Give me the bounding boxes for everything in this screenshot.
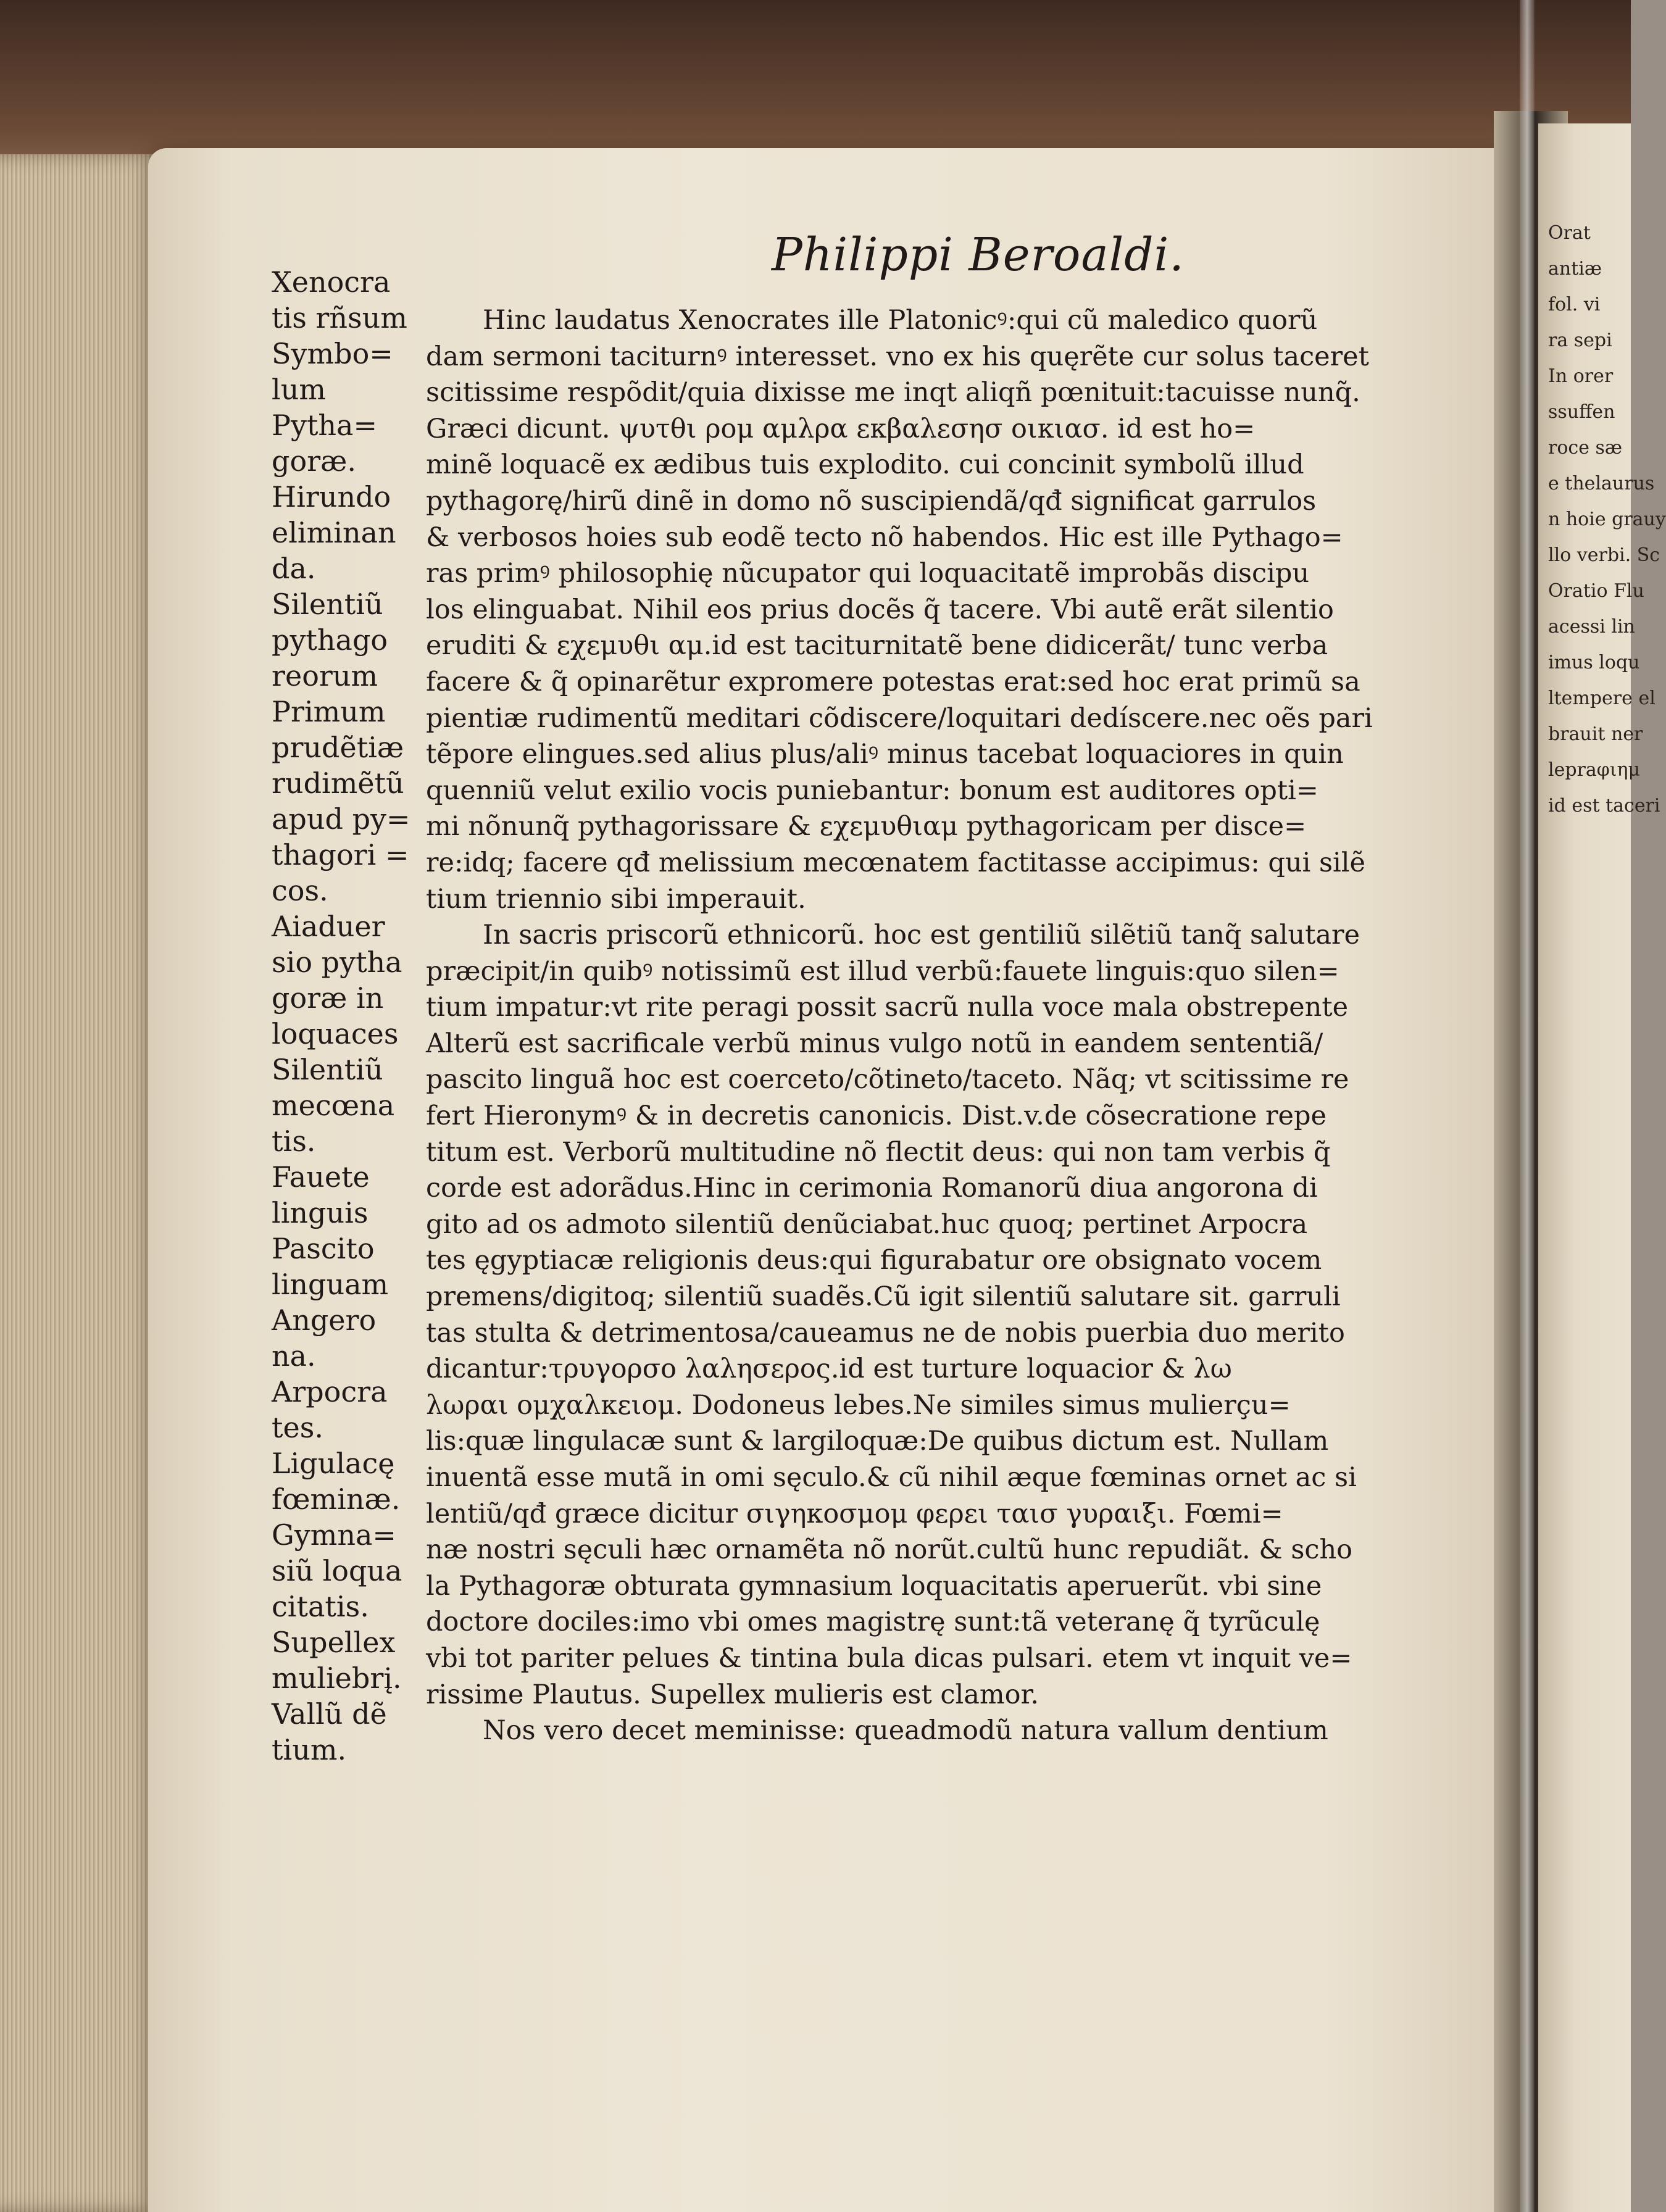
margin-note: Silentiũ [272, 1053, 383, 1086]
right-page-fragment: imus loqu [1548, 652, 1640, 673]
margin-note: Pascito [272, 1232, 375, 1265]
margin-note: da. [272, 552, 316, 585]
text-line: Alterũ est sacrificale verbũ minus vulgo notũ in eandem sententiã/ [426, 1028, 1323, 1059]
right-page-fragment: acessi lin [1548, 616, 1635, 638]
margin-note: linguam [272, 1268, 389, 1301]
text-line: dam sermoni taciturnꝰ interesset. vno ex his quęrẽte cur solus taceret [426, 341, 1369, 372]
margin-note: pythago [272, 623, 388, 657]
margin-note: thagori = [272, 838, 409, 871]
text-line: minẽ loquacẽ ex ædibus tuis explodito. cui concinit symbolũ illud [426, 449, 1304, 481]
margin-note: Pytha= [272, 409, 378, 442]
text-line: In sacris priscorũ ethnicorũ. hoc est gentiliũ silẽtiũ tanq̃ salutare [483, 920, 1360, 951]
right-page-fragment: ssuffen [1548, 401, 1615, 423]
text-line: pythagorę/hirũ dinẽ in domo nõ suscipiendã/qđ significat garrulos [426, 485, 1317, 517]
text-line: lis:quæ lingulacæ sunt & largiloquæ:De quibus dictum est. Nullam [426, 1426, 1329, 1457]
text-line: tas stulta & detrimentosa/caueamus ne de nobis puerbia duo merito [426, 1317, 1345, 1349]
right-page-fragment: roce sæ [1548, 437, 1623, 459]
text-line: quenniũ velut exilio vocis puniebantur: bonum est auditores opti= [426, 775, 1318, 806]
text-line: tẽpore elingues.sed alius plus/aliꝰ minus tacebat loquaciores in quin [426, 739, 1344, 770]
right-page-fragment: brauit ner [1548, 723, 1643, 745]
right-page-fragment: Oratio Flu [1548, 580, 1644, 602]
text-line: pientiæ rudimentũ meditari cõdiscere/loquitari dedíscere.nec oẽs pari [426, 702, 1373, 734]
margin-note: Arpocra [272, 1375, 388, 1408]
body-text [426, 302, 1438, 1749]
margin-note: Fauete [272, 1160, 370, 1194]
text-line: tium triennio sibi imperauit. [426, 883, 806, 915]
text-line: facere & q̃ opinarẽtur expromere potestas erat:sed hoc erat primũ sa [426, 666, 1360, 697]
margin-note: tis. [272, 1125, 316, 1158]
text-line: fert Hieronymꝰ & in decretis canonicis. Dist.v.de cõsecratione repe [426, 1100, 1327, 1132]
margin-note: Symbo= [272, 337, 393, 370]
text-line: & verbosos hoies sub eodẽ tecto nõ habendos. Hic est ille Pythago= [426, 522, 1343, 553]
text-line: Græci dicunt. ψυτθι ρομ αμλρα εκβαλεσησ οικιασ. id est ho= [426, 413, 1256, 444]
margin-note: apud py= [272, 802, 410, 836]
right-page-fragment: llo verbi. Sc [1548, 544, 1660, 566]
margin-note: cos. [272, 874, 328, 907]
right-page-fragment: Orat [1548, 222, 1591, 244]
text-line: scitissime respõdit/quia dixisse me inqt aliqñ pœnituit:tacuisse nunq̃. [426, 377, 1360, 409]
text-line: Nos vero decet meminisse: queadmodũ natura vallum dentium [483, 1715, 1328, 1747]
margin-note: sio pytha [272, 946, 402, 979]
text-line: vbi tot pariter pelues & tintina bula dicas pulsari. etem vt inquit ve= [426, 1642, 1352, 1674]
margin-note: goræ in [272, 981, 384, 1015]
margin-note: tis rñsum [272, 301, 407, 335]
margin-note: Ligulacę [272, 1447, 395, 1480]
text-line: la Pythagoræ obturata gymnasium loquacitatis aperuerũt. vbi sine [426, 1570, 1322, 1602]
margin-note: Angero [272, 1304, 377, 1337]
margin-note: prudẽtiæ [272, 731, 404, 764]
text-line: premens/digitoq; silentiũ suadẽs.Cũ igit silentiũ salutare sit. garruli [426, 1281, 1341, 1313]
text-line: ras primꝰ philosophię nũcupator qui loquacitatẽ improbãs discipu [426, 558, 1310, 589]
margin-note: tes. [272, 1411, 323, 1444]
right-page-fragment: n hoie grauy [1548, 509, 1666, 530]
margin-note: mecœna [272, 1089, 395, 1122]
margin-note: Supellex [272, 1626, 396, 1659]
margin-notes [272, 264, 420, 1768]
margin-note: goræ. [272, 444, 356, 478]
cover-edge [0, 0, 1631, 160]
text-line: titum est. Verborũ multitudine nõ flectit deus: qui non tam verbis q̃ [426, 1136, 1331, 1168]
right-page-fragment: In orer [1548, 365, 1614, 387]
text-line: los elinguabat. Nihil eos prius docẽs q̃ tacere. Vbi autẽ erãt silentio [426, 594, 1334, 625]
margin-note: Silentiũ [272, 588, 383, 621]
margin-note: reorum [272, 659, 378, 692]
margin-note: Primum [272, 695, 386, 728]
margin-note: eliminan [272, 516, 396, 549]
margin-note: na. [272, 1339, 316, 1373]
right-page-fragment: lepraφιημ [1548, 759, 1641, 781]
text-line: eruditi & εχεμυθι αμ.id est taciturnitatẽ bene didicerãt/ tunc verba [426, 630, 1328, 662]
margin-note: linguis [272, 1196, 369, 1229]
margin-note: siũ loqua [272, 1554, 402, 1587]
glass-plate-reflection [1520, 0, 1535, 2212]
text-line: dicantur:τρυγορσο λαλησερος.id est turture loquacior & λω [426, 1353, 1232, 1385]
margin-note: Hirundo [272, 480, 391, 514]
right-page-fragment: ltempere el [1548, 688, 1656, 709]
right-page-fragment: antiæ [1548, 258, 1602, 280]
text-line: doctore dociles:imo vbi omes magistrę sunt:tã veteranę q̃ tyrũculę [426, 1607, 1320, 1638]
margin-note: Vallũ dẽ [272, 1697, 387, 1731]
margin-note: tium. [272, 1733, 347, 1766]
text-line: gito ad os admoto silentiũ denũciabat.huc quoq; pertinet Arpocra [426, 1208, 1308, 1240]
margin-note: citatis. [272, 1590, 369, 1623]
margin-note: muliebrį. [272, 1661, 402, 1695]
margin-note: loquaces [272, 1017, 399, 1050]
text-line: corde est adorãdus.Hinc in cerimonia Romanorũ diua angorona di [426, 1173, 1318, 1204]
margin-note: Aiaduer [272, 910, 385, 943]
text-line: λωραι ομχαλκειομ. Dodoneus lebes.Ne similes simus mulierçu= [426, 1389, 1291, 1421]
text-line: Hinc laudatus Xenocrates ille Platonicꝰ:qui cũ maledico quorũ [483, 305, 1318, 336]
margin-note: lum [272, 373, 326, 406]
text-line: rissime Plautus. Supellex mulieris est clamor. [426, 1679, 1039, 1710]
text-line: lentiũ/qđ græce dicitur σιγηκοσμομ φερει ταισ γυραιξι. Fœmi= [426, 1498, 1283, 1529]
right-page-fragment: fol. vi [1548, 294, 1601, 315]
text-line: tes ęgyptiacæ religionis deus:qui figurabatur ore obsignato vocem [426, 1245, 1322, 1276]
right-page-edge [1538, 123, 1666, 2212]
text-line: pascito linguã hoc est coerceto/cõtineto/taceto. Nãq; vt scitissime re [426, 1064, 1349, 1096]
right-page-fragment: e thelaurus [1548, 473, 1655, 494]
text-line: re:idq; facere qđ melissium mecœnatem factitasse accipimus: qui silẽ [426, 847, 1366, 878]
text-line: præcipit/in quibꝰ notissimũ est illud verbũ:fauete linguis:quo silen= [426, 955, 1339, 987]
margin-note: Xenocra [272, 265, 391, 299]
running-header: Philippi Beroaldi. [772, 228, 1185, 281]
text-line: næ nostri sęculi hæc ornamẽta nõ norũt.cultũ hunc repudiãt. & scho [426, 1534, 1353, 1566]
margin-note: rudimẽtũ [272, 767, 404, 800]
text-line: inuentã esse mutã in omi sęculo.& cũ nihil æque fœminas ornet ac si [426, 1462, 1357, 1493]
text-line: tium impatur:vt rite peragi possit sacrũ nulla voce mala obstrepente [426, 992, 1349, 1023]
right-page-fragment: id est taceri [1548, 795, 1660, 817]
margin-note: Gymna= [272, 1518, 396, 1552]
margin-note: fœminæ. [272, 1482, 401, 1516]
page-stack-edge [0, 154, 167, 2212]
right-page-fragment: ra sepi [1548, 330, 1612, 351]
text-line: mi nõnunq̃ pythagorissare & εχεμυθιαμ pythagoricam per disce= [426, 811, 1307, 842]
